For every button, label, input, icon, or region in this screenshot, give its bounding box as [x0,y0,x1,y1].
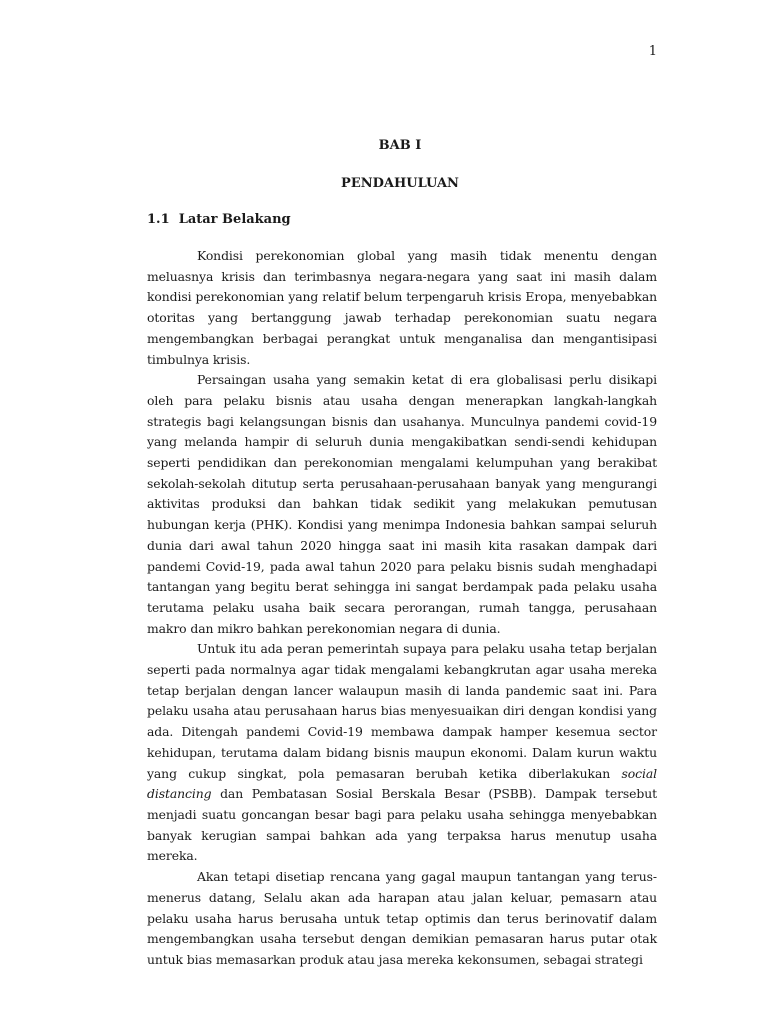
chapter-title: PENDAHULUAN [341,176,459,191]
paragraph-3 [147,639,657,867]
page-number: 1 [648,44,657,59]
paragraph-3-text-before: Untuk itu ada peran pemerintah supaya para pelaku usaha tetap berjalan seperti pada normalnya agar tidak mengalami kebangkrutan agar usaha mereka tetap berjalan dengan lancer walaupun masih di landa pandemic saat ini. Para pelaku usaha atau perusahaan harus bias menyesuaikan diri dengan kondisi yang ada. Ditengah pandemi Covid-19 membawa dampak hamper kesemua sector kehidupan, terutama dalam bidang bisnis maupun ekonomi. Dalam kurun waktu yang cukup singkat, pola pemasaran berubah ketika diberlakukan [147,641,657,781]
chapter-label: BAB I [378,138,422,153]
section-number: 1.1 [147,212,170,227]
paragraph-3-text-after: dan Pembatasan Sosial Berskala Besar (PSBB). Dampak tersebut menjadi suatu goncangan besar bagi para pelaku usaha sehingga menyebabkan banyak kerugian sampai bahkan ada yang terpaksa harus menutup usaha mereka. [147,786,657,864]
section-title: Latar Belakang [178,212,291,227]
section-heading [147,212,291,228]
paragraph-2: Persaingan usaha yang semakin ketat di era globalisasi perlu disikapi oleh para pelaku bisnis atau usaha dengan menerapkan langkah-langkah strategis bagi kelangsungan bisnis dan usahanya. Munculnya pandemi covid-19 yang melanda hampir di seluruh dunia mengakibatkan sendi-sendi kehidupan seperti pendidikan dan perekonomian mengalami kelumpuhan yang berakibat sekolah-sekolah ditutup serta perusahaan-perusahaan banyak yang mengurangi aktivitas produksi dan bahkan tidak sedikit yang melakukan pemutusan hubungan kerja (PHK). Kondisi yang menimpa Indonesia bahkan sampai seluruh dunia dari awal tahun 2020 hingga saat ini masih kita rasakan dampak dari pandemi Covid-19, pada awal tahun 2020 para pelaku bisnis sudah menghadapi tantangan yang begitu berat sehingga ini sangat berdampak pada pelaku usaha terutama pelaku usaha baik secara perorangan, rumah tangga, perusahaan makro dan mikro bahkan perekonomian negara di dunia. [147,372,657,636]
paragraph-4: Akan tetapi disetiap rencana yang gagal maupun tantangan yang terus-menerus datang, Selalu akan ada harapan atau jalan keluar, pemasarn atau pelaku usaha harus berusaha untuk tetap optimis dan terus berinovatif dalam mengembangkan usaha tersebut dengan demikian pemasaran harus putar otak untuk bias memasarkan produk atau jasa mereka kekonsumen, sebagai strategi [147,869,657,967]
paragraph-3-italic-term: social distancing [147,765,657,802]
body-text [147,246,657,971]
paragraph-1: Kondisi perekonomian global yang masih tidak menentu dengan meluasnya krisis dan terimbasnya negara-negara yang saat ini masih dalam kondisi perekonomian yang relatif belum terpengaruh krisis Eropa, menyebabkan otoritas yang bertanggung jawab terhadap perekonomian suatu negara mengembangkan berbagai perangkat untuk menganalisa dan mengantisipasi timbulnya krisis. [147,248,657,367]
